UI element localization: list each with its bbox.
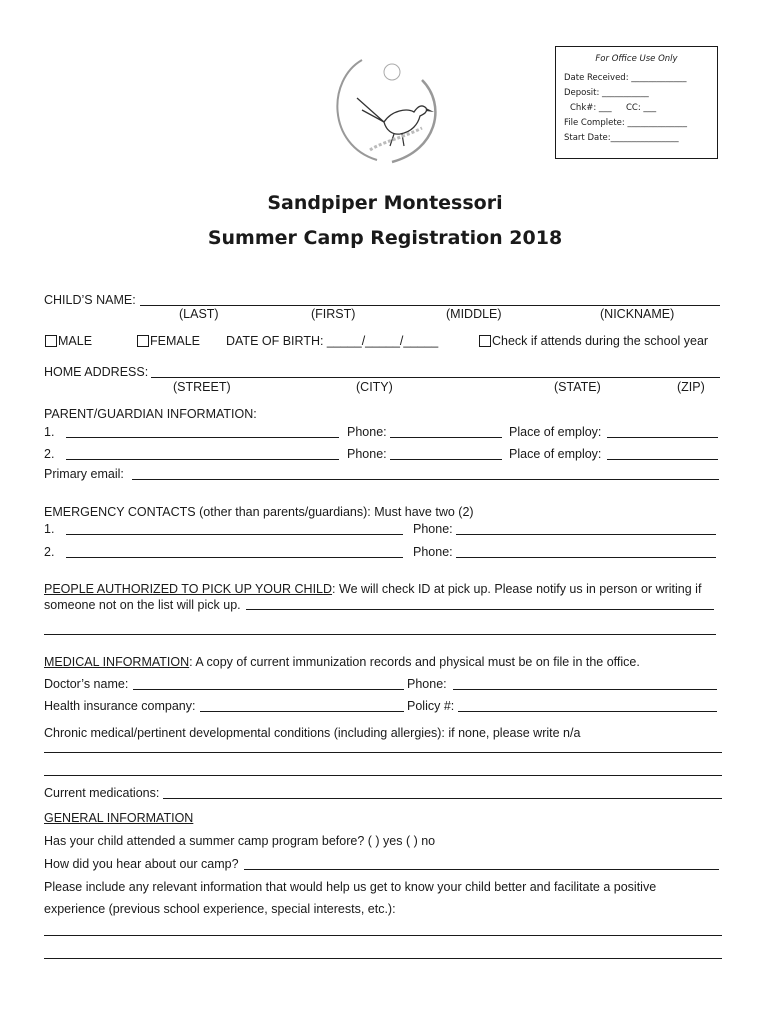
doctor-name-input[interactable] [133,689,404,690]
home-address-input[interactable] [151,377,720,378]
parent-2-number: 2. [44,447,55,461]
nickname-caption: (NICKNAME) [600,307,675,321]
attends-school-year-label: Check if attends during the school year [492,334,709,348]
insurance-label: Health insurance company: [44,699,196,713]
first-name-caption: (FIRST) [311,307,356,321]
emergency-1-phone-input[interactable] [456,534,716,535]
policy-label: Policy #: [407,699,455,713]
chronic-conditions-label: Chronic medical/pertinent developmental conditions (including allergies): if none, please write n/a [44,726,581,740]
state-caption: (STATE) [554,380,601,394]
date-received-field[interactable]: Date Received: _____________ [564,73,687,83]
primary-email-label: Primary email: [44,467,124,481]
doctor-phone-label: Phone: [407,677,447,691]
medical-heading: MEDICAL INFORMATION [44,655,190,669]
medical-paragraph [44,655,640,670]
emergency-2-phone-label: Phone: [413,545,453,559]
zip-caption: (ZIP) [677,380,705,394]
chronic-conditions-input-2[interactable] [44,775,722,776]
pickup-names-input-1[interactable] [246,609,714,610]
policy-input[interactable] [458,711,717,712]
pickup-names-input-2[interactable] [44,634,716,635]
emergency-2-phone-input[interactable] [456,557,716,558]
parent-2-name-input[interactable] [66,459,339,460]
parent-2-phone-input[interactable] [390,459,502,460]
emergency-2-name-input[interactable] [66,557,403,558]
parent-2-phone-label: Phone: [347,447,387,461]
office-use-box [555,46,718,159]
chronic-conditions-input-1[interactable] [44,752,722,753]
male-label: MALE [58,334,93,348]
parent-1-number: 1. [44,425,55,439]
emergency-1-name-input[interactable] [66,534,403,535]
office-use-heading: For Office Use Only [595,54,678,64]
street-caption: (STREET) [173,380,231,394]
hear-about-camp-label: How did you hear about our camp? [44,857,239,871]
emergency-1-number: 1. [44,522,55,536]
insurance-input[interactable] [200,711,404,712]
home-address-label: HOME ADDRESS: [44,365,149,379]
pickup-text-1: : We will check ID at pick up. Please notify us in person or writing if [332,582,702,596]
middle-name-caption: (MIDDLE) [446,307,502,321]
school-name: Sandpiper Montessori [267,192,503,214]
doctor-name-label: Doctor’s name: [44,677,129,691]
medical-text: : A copy of current immunization records and physical must be on file in the office. [189,655,640,669]
female-label: FEMALE [150,334,201,348]
emergency-contacts-heading: EMERGENCY CONTACTS (other than parents/guardians): Must have two (2) [44,505,474,519]
relevant-info-text-1: Please include any relevant information that would help us get to know your child better and facilitate a positive [44,880,657,894]
pickup-text-2: someone not on the list will pick up. [44,598,241,612]
last-name-caption: (LAST) [179,307,219,321]
pickup-heading: PEOPLE AUTHORIZED TO PICK UP YOUR CHILD [44,582,333,596]
attended-camp-question[interactable]: Has your child attended a summer camp program before? ( ) yes ( ) no [44,834,436,848]
parent-2-employ-input[interactable] [607,459,718,460]
parent-1-employ-input[interactable] [607,437,718,438]
current-medications-input[interactable] [163,798,722,799]
doctor-phone-input[interactable] [453,689,717,690]
parent-1-phone-label: Phone: [347,425,387,439]
childs-name-input[interactable] [140,305,720,306]
file-complete-field[interactable]: File Complete: ______________ [564,118,687,128]
attends-school-year-checkbox[interactable] [479,335,491,347]
chk-field[interactable]: Chk#: ___ [570,103,612,113]
city-caption: (CITY) [356,380,393,394]
primary-email-input[interactable] [132,479,719,480]
relevant-info-input-2[interactable] [44,958,722,959]
cc-field[interactable]: CC: ___ [626,103,657,113]
hear-about-camp-input[interactable] [244,869,719,870]
emergency-2-number: 2. [44,545,55,559]
form-title: Summer Camp Registration 2018 [207,227,563,249]
relevant-info-text-2: experience (previous school experience, special interests, etc.): [44,902,396,916]
parent-1-phone-input[interactable] [390,437,502,438]
male-checkbox[interactable] [45,335,57,347]
current-medications-label: Current medications: [44,786,160,800]
parent-1-employ-label: Place of employ: [509,425,602,439]
start-date-field[interactable]: Start Date:________________ [564,133,679,143]
parent-info-heading: PARENT/GUARDIAN INFORMATION: [44,407,257,421]
deposit-field[interactable]: Deposit: ___________ [564,88,649,98]
emergency-1-phone-label: Phone: [413,522,453,536]
general-info-heading: GENERAL INFORMATION [44,811,194,825]
relevant-info-input-1[interactable] [44,935,722,936]
sandpiper-logo-icon [322,50,462,170]
date-of-birth-field[interactable]: DATE OF BIRTH: _____/_____/_____ [226,334,439,348]
childs-name-label: CHILD’S NAME: [44,293,136,307]
parent-1-name-input[interactable] [66,437,339,438]
parent-2-employ-label: Place of employ: [509,447,602,461]
female-checkbox[interactable] [137,335,149,347]
pickup-paragraph [44,582,701,597]
